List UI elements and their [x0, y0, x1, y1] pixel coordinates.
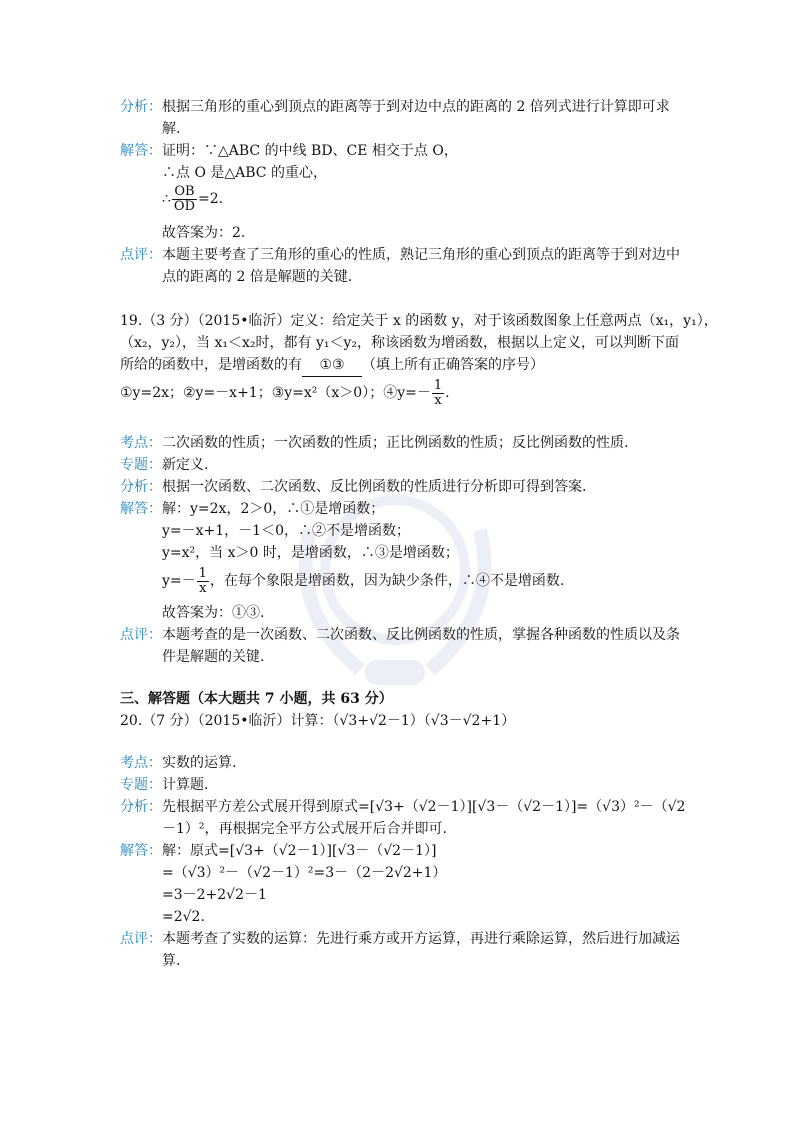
label-kaodian: 考点：: [120, 435, 162, 451]
q19-zhuanti-text: 新定义.: [162, 457, 209, 473]
q19-stem-line3: [120, 354, 544, 377]
therefore-symbol: ∴: [162, 191, 171, 207]
q20-kaodian-text: 实数的运算.: [162, 755, 237, 771]
section-heading: 三、解答题（本大题共 7 小题，共 63 分）: [120, 691, 393, 707]
q20-solution-line2: =（√3）²－（√2－1）²=3－（2－2√2+1）: [162, 865, 447, 881]
q18-comment-text: 本题主要考查了三角形的重心的性质，熟记三角形的重心到顶点的距离等于到对边中: [162, 247, 680, 263]
q19-comment-line2: 件是解题的关键.: [162, 649, 265, 665]
q20-solution-line4: =2√2.: [162, 909, 205, 925]
q20-solution-line: [120, 840, 436, 862]
q19-solution-text: 解：y=2x，2＞0，∴①是增函数；: [162, 501, 385, 517]
q19-comment-line: [120, 624, 680, 646]
q20-zhuanti-text: 计算题.: [162, 777, 209, 793]
q18-comment-line: [120, 244, 680, 266]
label-comment: 点评：: [120, 931, 162, 947]
q18-comment-line2: 点的距离的 2 倍是解题的关键.: [162, 269, 353, 285]
q19-comment-text: 本题考查的是一次函数、二次函数、反比例函数的性质，掌握各种函数的性质以及条: [162, 627, 680, 643]
q18-analysis-line: [120, 96, 670, 118]
q20-comment-line: [120, 928, 680, 950]
q20-analysis-text: 先根据平方差公式展开得到原式=[√3+（√2－1）][√3－（√2－1）]=（√3）²－（√2: [162, 799, 686, 815]
q19-options-line: [120, 378, 450, 408]
fraction-numerator: 1: [433, 377, 443, 393]
y-equals-minus: y=－: [162, 573, 196, 589]
q19-solution-line3: y=x²，当 x＞0 时，是增函数，∴③是增函数；: [162, 545, 459, 561]
q20-kaodian-line: [120, 752, 236, 774]
label-analysis: 分析：: [120, 99, 162, 115]
q20-zhuanti-line: [120, 774, 208, 796]
q19-kaodian-text: 二次函数的性质；一次函数的性质；正比例函数的性质；反比例函数的性质.: [162, 435, 629, 451]
fraction-numerator: OB: [172, 185, 197, 200]
q20-stem-line: 20.（7 分）（2015•临沂）计算：（√3+√2－1）（√3－√2+1）: [120, 713, 516, 729]
q20-solution-line3: =3－2+2√2－1: [162, 887, 267, 903]
q19-solution-line4: [162, 566, 564, 596]
q20-analysis-line2: －1）²，再根据完全平方公式展开后合并即可.: [162, 821, 447, 837]
q20-comment-line2: 算.: [162, 953, 181, 969]
q19-stem-line2: （x₂，y₂），当 x₁＜x₂时，都有 y₁＜y₂，称该函数为增函数，根据以上定义，可以判断下面: [120, 335, 679, 351]
q19-options-text: ①y=2x；②y=－x+1；③y=x²（x＞0）；④y=－: [120, 385, 431, 401]
q19-analysis-text: 根据一次函数、二次函数、反比例函数的性质进行分析即可得到答案.: [162, 479, 587, 495]
q18-solution-line: [120, 140, 458, 162]
q18-analysis-line2: 解.: [162, 121, 181, 137]
q18-solution-line3: [162, 184, 223, 214]
fraction-ob-od: [172, 185, 197, 214]
fraction-one-over-x: [432, 379, 444, 408]
label-analysis: 分析：: [120, 799, 162, 815]
q19-kaodian-line: [120, 432, 628, 454]
label-zhuanti: 专题：: [120, 777, 162, 793]
q19-solution-line2: y=－x+1，－1＜0，∴②不是增函数；: [162, 523, 410, 539]
label-solution: 解答：: [120, 843, 162, 859]
label-kaodian: 考点：: [120, 755, 162, 771]
q20-solution-text: 解：原式=[√3+（√2－1）][√3－（√2－1）]: [162, 843, 437, 859]
equals-two: =2.: [198, 191, 224, 207]
q18-solution-line2: ∴点 O 是△ABC 的重心，: [162, 165, 327, 181]
fraction-denominator: x: [434, 392, 442, 408]
q20-analysis-line: [120, 796, 685, 818]
fraction-denominator: x: [199, 580, 207, 596]
q19-answer-line: 故答案为：①③.: [162, 605, 265, 621]
fraction-one-over-x: [197, 567, 209, 596]
q19-stem-text: 所给的函数中，是增函数的有: [120, 357, 302, 373]
q18-analysis-text: 根据三角形的重心到顶点的距离等于到对边中点的距离的 2 倍列式进行计算即可求: [162, 99, 670, 115]
fraction-numerator: 1: [198, 565, 207, 581]
q18-solution-text: 证明：∵△ABC 的中线 BD、CE 相交于点 O，: [162, 143, 458, 159]
q18-answer-line: 故答案为：2.: [162, 225, 246, 241]
q19-solution-text: ，在每个象限是增函数，因为缺少条件，∴④不是增函数.: [209, 573, 565, 589]
q20-comment-text: 本题考查了实数的运算：先进行乘方或开方运算，再进行乘除运算，然后进行加减运: [162, 931, 680, 947]
label-solution: 解答：: [120, 501, 162, 517]
q19-stem-hint: （填上所有正确答案的序号）: [362, 357, 544, 373]
q19-zhuanti-line: [120, 454, 208, 476]
label-solution: 解答：: [120, 143, 162, 159]
period: .: [445, 385, 450, 401]
answer-blank: ①③: [302, 354, 362, 377]
q19-stem-line1: 19.（3 分）（2015•临沂）定义：给定关于 x 的函数 y，对于该函数图象上任意两点（x₁，y₁），: [120, 313, 718, 329]
label-comment: 点评：: [120, 627, 162, 643]
label-analysis: 分析：: [120, 479, 162, 495]
label-comment: 点评：: [120, 247, 162, 263]
q19-solution-line: [120, 498, 384, 520]
q19-analysis-line: [120, 476, 586, 498]
label-zhuanti: 专题：: [120, 457, 162, 473]
fraction-denominator: OD: [173, 198, 196, 214]
